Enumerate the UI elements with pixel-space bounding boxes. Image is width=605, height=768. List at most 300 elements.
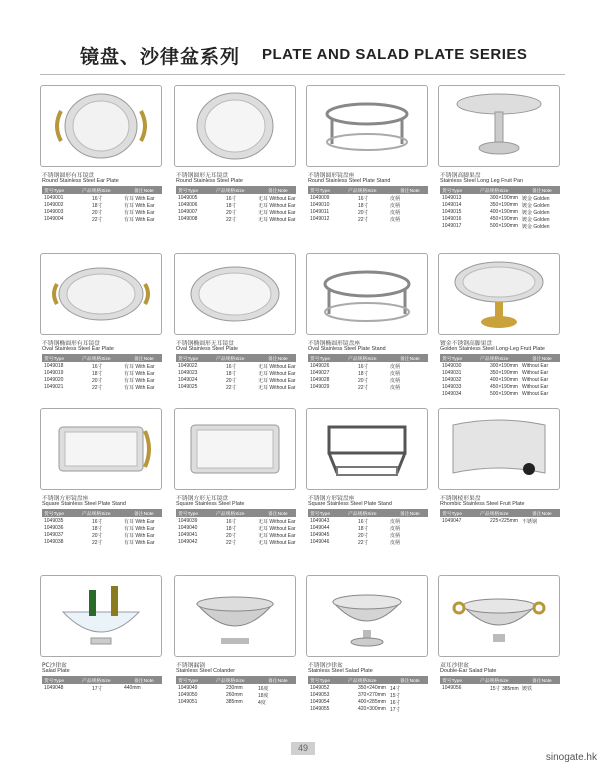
header-code: 货号Type [442, 679, 462, 684]
product-name-en: Stainless Steel Long Leg Fruit Pan [440, 178, 524, 184]
item-size: 20寸 [358, 378, 369, 384]
item-note: 有耳 With Ear [124, 196, 155, 202]
header-size: 产品规格Size [82, 512, 111, 517]
table-row [176, 363, 296, 370]
header-code: 货号Type [178, 679, 198, 684]
table-row [440, 363, 560, 370]
item-size: 16寸 [358, 519, 369, 525]
item-code: 1049016 [442, 216, 462, 222]
table-row [308, 209, 428, 216]
product-card [306, 85, 430, 231]
table-row [308, 216, 428, 223]
spec-table-header [176, 354, 296, 362]
product-card [40, 575, 164, 721]
product-card [40, 253, 164, 399]
site-url: sinogate.hk [545, 752, 597, 763]
item-size: 22寸 [358, 217, 369, 223]
square-tray-icon [174, 408, 296, 490]
product-name-cn: PC沙律盆 [42, 663, 67, 669]
table-row [42, 525, 162, 532]
item-note: 有耳 With Ear [124, 385, 155, 391]
header-size: 产品规格Size [216, 679, 245, 684]
table-row [440, 223, 560, 230]
product-name-en: Oval Stainless Steel Plate [176, 346, 239, 352]
oval-tray-icon [174, 253, 296, 335]
product-name-en: Round Stainless Steel Plate [176, 178, 243, 184]
table-row [42, 363, 162, 370]
header-note: 备注Note [400, 512, 420, 517]
item-size: 22寸 [226, 217, 237, 223]
item-note: 4度 [258, 700, 266, 706]
item-size: 400×285mm [358, 699, 386, 705]
spec-table-header [176, 509, 296, 517]
item-code: 1049050 [178, 692, 198, 698]
pc-salad-bowl-icon [40, 575, 162, 657]
item-size: 18寸 [92, 203, 103, 209]
item-note: 皮柄 [390, 540, 401, 546]
item-size: 18寸 [92, 526, 103, 532]
product-name-en: Oval Stainless Steel Ear Plate [42, 346, 114, 352]
item-code: 1049015 [442, 209, 462, 215]
table-row [42, 195, 162, 202]
item-code: 1049035 [44, 518, 64, 524]
item-size: 300×190mm [490, 363, 518, 369]
product-card [306, 408, 430, 554]
item-note: 镀金 Golden [522, 203, 550, 209]
item-code: 1049043 [310, 518, 330, 524]
spec-table-header [308, 676, 428, 684]
product-card [174, 85, 298, 231]
item-code: 1049055 [310, 706, 330, 712]
item-code: 1049032 [442, 377, 462, 383]
header-note: 备注Note [268, 679, 288, 684]
item-note: Without Ear [522, 384, 549, 390]
item-note: 有耳 With Ear [124, 540, 155, 546]
header-size: 产品规格Size [216, 189, 245, 194]
product-name-en: Round Stainless Steel Plate Stand [308, 178, 391, 184]
item-note: 皮柄 [390, 217, 401, 223]
item-size: 18寸 [226, 371, 237, 377]
spec-table-header [42, 354, 162, 362]
spec-table-header [42, 509, 162, 517]
header-size: 产品规格Size [480, 512, 509, 517]
item-size: 20寸 [92, 210, 103, 216]
item-code: 1049037 [44, 532, 64, 538]
table-row [308, 384, 428, 391]
item-code: 1049048 [44, 685, 64, 691]
spec-table-header [308, 509, 428, 517]
table-row [308, 525, 428, 532]
product-name-en: Golden Stainless Steel Long-Leg Fruit Plate [440, 346, 545, 352]
table-row [42, 377, 162, 384]
item-size: 350×190mm [490, 202, 518, 208]
header-note: 备注Note [134, 357, 154, 362]
header-size: 产品规格Size [216, 357, 245, 362]
item-code: 1049008 [178, 216, 198, 222]
table-row [308, 539, 428, 546]
item-code: 1049026 [310, 363, 330, 369]
header-code: 货号Type [178, 189, 198, 194]
header-code: 货号Type [310, 189, 330, 194]
item-size: 20寸 [92, 533, 103, 539]
item-note: 皮柄 [390, 519, 401, 525]
item-code: 1049044 [310, 525, 330, 531]
product-name-cn: 双耳沙律盆 [440, 663, 469, 669]
header-code: 货号Type [442, 357, 462, 362]
item-code: 1049052 [310, 685, 330, 691]
header-code: 货号Type [310, 679, 330, 684]
item-size: 385mm [226, 699, 243, 705]
item-code: 1049020 [44, 377, 64, 383]
item-size: 22寸 [226, 385, 237, 391]
table-row [176, 384, 296, 391]
spec-table-header [42, 676, 162, 684]
header-note: 备注Note [400, 357, 420, 362]
table-row [308, 377, 428, 384]
item-size: 22寸 [92, 540, 103, 546]
table-row [308, 692, 428, 699]
header-code: 货号Type [44, 679, 64, 684]
item-note: Without Ear [522, 363, 549, 369]
product-name-cn: 不锈钢圆形有耳镜盘 [42, 173, 95, 179]
item-note: 有耳 With Ear [124, 210, 155, 216]
spec-table-header [308, 354, 428, 362]
table-row [176, 692, 296, 699]
item-note: 15寸 [390, 693, 401, 699]
item-note: Without Ear [522, 391, 549, 397]
item-code: 1049039 [178, 518, 198, 524]
item-note: 有耳 With Ear [124, 378, 155, 384]
item-note: 皮柄 [390, 385, 401, 391]
item-code: 1049036 [44, 525, 64, 531]
item-code: 1049054 [310, 699, 330, 705]
table-row [176, 216, 296, 223]
table-row [176, 209, 296, 216]
header-code: 货号Type [310, 512, 330, 517]
item-code: 1049046 [310, 539, 330, 545]
header-note: 备注Note [268, 512, 288, 517]
table-row [42, 202, 162, 209]
item-note: 440mm [124, 685, 141, 691]
product-name-cn: 不锈钢方形镜盘座 [42, 496, 89, 502]
item-note: 皮柄 [390, 371, 401, 377]
item-size: 22寸 [226, 540, 237, 546]
table-row [42, 209, 162, 216]
item-size: 16寸 [92, 519, 103, 525]
header-size: 产品规格Size [82, 189, 111, 194]
spec-table-header [176, 676, 296, 684]
item-code: 1049005 [178, 195, 198, 201]
product-name-cn: 不锈钢沙律盆 [308, 663, 343, 669]
fruit-pan-icon [438, 85, 560, 167]
item-size: 400×190mm [490, 209, 518, 215]
table-row [308, 518, 428, 525]
product-name-en: Salad Plate [42, 668, 70, 674]
item-note: 镀金 Golden [522, 224, 550, 230]
item-note: 无耳 Without Ear [258, 385, 296, 391]
header-code: 货号Type [178, 357, 198, 362]
item-code: 1049038 [44, 539, 64, 545]
header-code: 货号Type [44, 357, 64, 362]
item-note: 有耳 With Ear [124, 364, 155, 370]
header-note: 备注Note [268, 189, 288, 194]
item-note: 无耳 Without Ear [258, 210, 296, 216]
product-name-cn: 不锈钢方形镜盘座 [308, 496, 355, 502]
item-code: 1049019 [44, 370, 64, 376]
item-code: 1049003 [44, 209, 64, 215]
item-code: 1049014 [442, 202, 462, 208]
product-name-en: Stainless Steel Colander [176, 668, 236, 674]
item-size: 22寸 [358, 540, 369, 546]
header-code: 货号Type [310, 357, 330, 362]
item-size: 15寸 385mm [490, 686, 519, 692]
colander-icon [174, 575, 296, 657]
item-size: 225×225mm [490, 518, 518, 524]
item-code: 1049021 [44, 384, 64, 390]
product-card [306, 575, 430, 721]
header-size: 产品规格Size [348, 189, 377, 194]
item-size: 17寸 [92, 686, 103, 692]
golden-fruit-plate-icon [438, 253, 560, 335]
product-card [438, 85, 562, 231]
item-code: 1049047 [442, 518, 462, 524]
item-note: 无耳 Without Ear [258, 540, 296, 546]
square-ear-tray-icon [40, 408, 162, 490]
item-note: 皮柄 [390, 210, 401, 216]
item-note: 无耳 Without Ear [258, 526, 296, 532]
item-size: 20寸 [358, 533, 369, 539]
square-stand-icon [306, 408, 428, 490]
page-number: 49 [291, 742, 315, 755]
product-name-cn: 不锈钢椭圆形镜盘座 [308, 341, 361, 347]
item-size: 16寸 [226, 519, 237, 525]
table-row [42, 370, 162, 377]
item-size: 300×190mm [490, 195, 518, 201]
product-card [438, 575, 562, 721]
item-note: Without Ear [522, 370, 549, 376]
title-divider [40, 74, 565, 75]
item-size: 18寸 [358, 371, 369, 377]
item-size: 16寸 [358, 196, 369, 202]
item-size: 16寸 [92, 364, 103, 370]
table-row [440, 209, 560, 216]
item-code: 1049025 [178, 384, 198, 390]
header-note: 备注Note [532, 357, 552, 362]
item-note: 14寸 [390, 686, 401, 692]
header-size: 产品规格Size [348, 679, 377, 684]
spec-table-header [440, 509, 560, 517]
spec-table-header [42, 186, 162, 194]
product-name-cn: 不锈钢圆形镜盘座 [308, 173, 355, 179]
header-size: 产品规格Size [348, 512, 377, 517]
item-note: 镀金 Golden [522, 217, 550, 223]
header-size: 产品规格Size [348, 357, 377, 362]
table-row [176, 518, 296, 525]
item-size: 18寸 [92, 371, 103, 377]
table-row [42, 685, 162, 692]
table-row [308, 202, 428, 209]
item-code: 1049029 [310, 384, 330, 390]
item-size: 420×300mm [358, 706, 386, 712]
item-size: 16寸 [226, 196, 237, 202]
item-note: 皮柄 [390, 533, 401, 539]
oval-stand-icon [306, 253, 428, 335]
page-title-en: PLATE AND SALAD PLATE SERIES [262, 46, 528, 63]
item-code: 1049033 [442, 384, 462, 390]
item-code: 1049056 [442, 685, 462, 691]
table-row [176, 525, 296, 532]
product-name-en: Square Stainless Steel Plate Stand [308, 501, 392, 507]
header-note: 备注Note [268, 357, 288, 362]
header-note: 备注Note [532, 512, 552, 517]
item-note: 有耳 With Ear [124, 533, 155, 539]
item-code: 1049034 [442, 391, 462, 397]
table-row [42, 532, 162, 539]
item-code: 1049023 [178, 370, 198, 376]
item-size: 16寸 [226, 364, 237, 370]
item-code: 1049031 [442, 370, 462, 376]
item-code: 1049007 [178, 209, 198, 215]
product-card [438, 408, 562, 554]
item-code: 1049022 [178, 363, 198, 369]
product-card [438, 253, 562, 399]
header-note: 备注Note [532, 189, 552, 194]
item-note: 皮柄 [390, 196, 401, 202]
item-note: 无耳 Without Ear [258, 217, 296, 223]
product-name-cn: 镀金不锈钢高脚果盘 [440, 341, 493, 347]
item-note: 无耳 Without Ear [258, 364, 296, 370]
header-note: 备注Note [400, 679, 420, 684]
header-note: 备注Note [134, 512, 154, 517]
header-size: 产品规格Size [82, 357, 111, 362]
header-size: 产品规格Size [216, 512, 245, 517]
item-size: 18寸 [226, 526, 237, 532]
item-size: 20寸 [226, 533, 237, 539]
product-card [40, 85, 164, 231]
item-code: 1049024 [178, 377, 198, 383]
item-note: 16度 [258, 686, 269, 692]
item-code: 1049017 [442, 223, 462, 229]
product-name-en: Rhombic Stainless Steel Fruit Plate [440, 501, 525, 507]
product-card [174, 408, 298, 554]
header-size: 产品规格Size [480, 189, 509, 194]
item-code: 1049012 [310, 216, 330, 222]
table-row [308, 699, 428, 706]
table-row [440, 685, 560, 692]
spec-table-header [308, 186, 428, 194]
table-row [176, 202, 296, 209]
spec-table-header [440, 186, 560, 194]
item-note: 18度 [258, 693, 269, 699]
item-code: 1049049 [178, 685, 198, 691]
item-note: 无耳 Without Ear [258, 196, 296, 202]
product-name-cn: 不锈钢高脚果盘 [440, 173, 481, 179]
spec-table-header [440, 676, 560, 684]
table-row [176, 377, 296, 384]
oval-ear-tray-icon [40, 253, 162, 335]
table-row [308, 532, 428, 539]
item-note: 17寸 [390, 707, 401, 713]
item-note: 镀铁 [522, 686, 533, 692]
item-size: 450×190mm [490, 216, 518, 222]
item-note: 有耳 With Ear [124, 519, 155, 525]
item-note: 镀金 Golden [522, 196, 550, 202]
item-note: 不锈钢 [522, 519, 538, 525]
round-ear-tray-icon [40, 85, 162, 167]
item-size: 350×240mm [358, 685, 386, 691]
table-row [176, 195, 296, 202]
table-row [440, 216, 560, 223]
item-note: 皮柄 [390, 203, 401, 209]
item-code: 1049030 [442, 363, 462, 369]
item-size: 400×190mm [490, 377, 518, 383]
table-row [440, 518, 560, 525]
item-size: 20寸 [226, 210, 237, 216]
item-code: 1049011 [310, 209, 330, 215]
product-name-cn: 不锈钢漏锅 [176, 663, 205, 669]
item-size: 18寸 [226, 203, 237, 209]
item-size: 22寸 [92, 217, 103, 223]
item-size: 20寸 [358, 210, 369, 216]
header-note: 备注Note [400, 189, 420, 194]
round-tray-icon [174, 85, 296, 167]
table-row [308, 370, 428, 377]
item-size: 16寸 [92, 196, 103, 202]
spec-table-header [176, 186, 296, 194]
item-code: 1049040 [178, 525, 198, 531]
salad-bowl-icon [306, 575, 428, 657]
item-code: 1049027 [310, 370, 330, 376]
item-size: 370×270mm [358, 692, 386, 698]
item-size: 350×190mm [490, 370, 518, 376]
item-code: 1049053 [310, 692, 330, 698]
product-name-en: Stainless Steel Salad Plate [308, 668, 373, 674]
item-size: 22寸 [358, 385, 369, 391]
item-size: 18寸 [358, 526, 369, 532]
product-name-cn: 不锈钢方形无耳镜盘 [176, 496, 229, 502]
item-note: 皮柄 [390, 364, 401, 370]
item-code: 1049009 [310, 195, 330, 201]
item-note: Without Ear [522, 377, 549, 383]
round-stand-icon [306, 85, 428, 167]
item-size: 500×190mm [490, 223, 518, 229]
item-size: 16寸 [358, 364, 369, 370]
item-size: 450×190mm [490, 384, 518, 390]
product-card [174, 575, 298, 721]
item-size: 20寸 [92, 378, 103, 384]
product-name-cn: 不锈钢椭圆形有耳镜盘 [42, 341, 100, 347]
product-name-en: Square Stainless Steel Plate Stand [42, 501, 126, 507]
table-row [42, 518, 162, 525]
item-code: 1049028 [310, 377, 330, 383]
table-row [176, 539, 296, 546]
item-note: 有耳 With Ear [124, 526, 155, 532]
header-code: 货号Type [44, 189, 64, 194]
rhombic-plate-icon [438, 408, 560, 490]
page-header [0, 38, 605, 78]
item-code: 1049010 [310, 202, 330, 208]
item-note: 无耳 Without Ear [258, 378, 296, 384]
product-name-en: Double-Ear Salad Plate [440, 668, 497, 674]
header-note: 备注Note [532, 679, 552, 684]
item-note: 无耳 Without Ear [258, 533, 296, 539]
item-code: 1049004 [44, 216, 64, 222]
item-code: 1049041 [178, 532, 198, 538]
table-row [440, 370, 560, 377]
item-size: 260mm [226, 692, 243, 698]
table-row [42, 216, 162, 223]
header-size: 产品规格Size [480, 357, 509, 362]
